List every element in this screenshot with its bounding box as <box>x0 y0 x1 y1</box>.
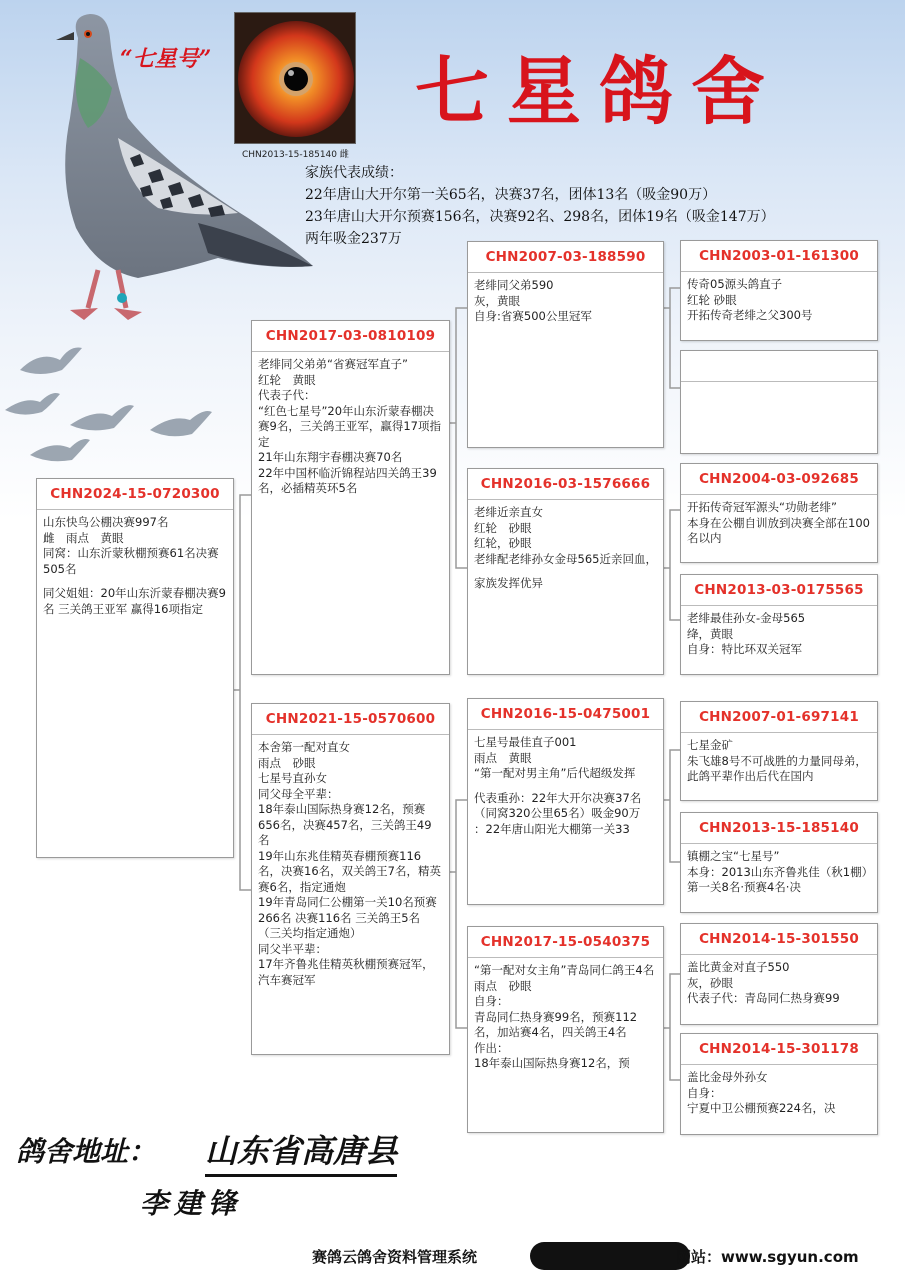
desc-line: 22年中国杯临沂锦程站四关鸽王39名，必插精英环5名 <box>258 465 437 495</box>
desc-line: 老绯近亲直女 <box>474 505 543 519</box>
pedigree-box-g7 <box>680 923 878 1025</box>
ring-number: CHN2014-15-301550 <box>681 924 877 955</box>
desc-line: 山东快鸟公棚决赛997名 <box>43 515 169 529</box>
owner-name: 李建锋 <box>140 1187 243 1220</box>
pedigree-box-sire-sire <box>467 241 664 448</box>
ring-number: CHN2013-03-0175565 <box>681 575 877 606</box>
desc-line: 雨点 砂眼 <box>258 755 316 770</box>
ring-number: CHN2014-15-301178 <box>681 1034 877 1065</box>
desc-line: “第一配对男主角”后代超级发挥 <box>474 766 636 780</box>
desc-line: 朱飞雄8号不可战胜的力量同母弟，此鸽平辈作出后代在国内 <box>687 753 867 783</box>
eye-photo-caption: CHN2013-15-185140 雌 <box>242 150 349 160</box>
desc-line: 同父姐姐：20年山东沂蒙春棚决赛9名 三关鸽王亚军 赢得16项指定 <box>43 586 226 616</box>
pedigree-box-g1 <box>680 240 878 341</box>
ring-number: CHN2004-03-092685 <box>681 464 877 495</box>
ring-number: CHN2017-03-0810109 <box>252 321 449 352</box>
desc-line: 18年泰山国际热身赛12名，预赛656名，决赛457名，三关鸽王49名 <box>258 802 432 847</box>
loft-title: 七星鸽舍 <box>415 49 783 135</box>
desc-line: 老绯最佳孙女-金母565 <box>687 611 806 625</box>
pedigree-box-dam-dam <box>467 926 664 1133</box>
desc-line: 镇棚之宝“七星号” <box>687 849 780 863</box>
system-name: 赛鸽云鸽舍资料管理系统 <box>312 1248 478 1266</box>
ring-number: CHN2016-03-1576666 <box>468 469 663 500</box>
desc-line: 家族发挥优异 <box>474 576 543 590</box>
desc-line: “第一配对女主角”青岛同仁鸽王4名 <box>474 963 655 977</box>
desc-gap <box>474 567 657 576</box>
website-link[interactable]: 网站：www.sgyun.com <box>676 1248 859 1266</box>
pedigree-box-sire-dam <box>467 468 664 675</box>
desc-line: 红轮 砂眼 <box>474 520 532 535</box>
desc-line: 老绯配老绯孙女金母565近亲回血， <box>474 551 657 566</box>
desc-line: 七星金矿 <box>687 738 733 752</box>
desc-line: 自身： <box>687 1085 722 1100</box>
nickname-label: “七星号” <box>120 46 212 72</box>
desc-line: 代表子代： <box>258 388 316 402</box>
desc-gap <box>43 577 227 586</box>
desc-line: 七星号直孙女 <box>258 771 327 785</box>
desc-line: 灰，砂眼 <box>687 975 733 990</box>
desc-line: 开拓传奇冠军源头“功勋老绯” <box>687 500 837 514</box>
desc-gap <box>474 782 657 791</box>
desc-line: 老绯同父弟590 <box>474 278 554 292</box>
desc-line: 红轮，砂眼 <box>474 536 532 550</box>
desc-line: 老绯同父弟弟“省赛冠军直子” <box>258 357 408 371</box>
pedigree-box-g8 <box>680 1033 878 1135</box>
desc-line: 青岛同仁热身赛99名，预赛112名，加站赛4名，四关鸽王4名 <box>474 1009 638 1039</box>
desc-line: 红轮 砂眼 <box>687 292 737 307</box>
desc-line: ：22年唐山阳光大棚第一关33 <box>474 821 630 836</box>
desc-line: 自身:省赛500公里冠军 <box>474 309 592 323</box>
desc-line: 代表重孙：22年大开尔决赛37名（同窝320公里65名）吸金90万 <box>474 790 642 820</box>
pedigree-box-dam-sire <box>467 698 664 905</box>
ring-number: CHN2003-01-161300 <box>681 241 877 272</box>
achievement-line: 家族代表成绩： <box>305 165 403 181</box>
desc-line: 雌 雨点 黄眼 <box>43 530 124 545</box>
pedigree-box-subject <box>36 478 234 858</box>
desc-line: 本身：2013山东齐鲁兆佳（秋1棚）第一关8名·预赛4名·决 <box>687 864 868 894</box>
ring-number: CHN2017-15-0540375 <box>468 927 663 958</box>
achievement-line: 23年唐山大开尔预赛156名，决赛92名、298名，团体19名（吸金147万） <box>305 209 775 225</box>
desc-line: 七星号最佳直子001 <box>474 735 577 749</box>
pedigree-box-dam <box>251 703 450 1055</box>
achievement-line: 22年唐山大开尔第一关65名，决赛37名，团体13名（吸金90万） <box>305 187 717 203</box>
pedigree-box-g3 <box>680 463 878 563</box>
desc-line: 雨点 黄眼 <box>474 750 532 765</box>
desc-line: 绛，黄眼 <box>687 626 733 641</box>
pedigree-box-sire <box>251 320 450 675</box>
desc-line: 灰，黄眼 <box>474 293 520 308</box>
ring-number: CHN2013-15-185140 <box>681 813 877 844</box>
pedigree-box-g2-empty <box>680 350 878 454</box>
desc-line: “红色七星号”20年山东沂蒙春棚决赛9名，三关鸽王亚军，赢得17项指定 <box>258 403 441 449</box>
desc-line: 开拓传奇老绯之父300号 <box>687 308 813 322</box>
ring-number: CHN2007-03-188590 <box>468 242 663 273</box>
desc-line: 21年山东翔宇春棚决赛70名 <box>258 450 403 464</box>
eye-photo <box>234 12 356 144</box>
desc-line: 红轮 黄眼 <box>258 372 316 387</box>
desc-line: 宁夏中卫公棚预赛224名，决 <box>687 1101 836 1115</box>
desc-line: 代表子代：青岛同仁热身赛99 <box>687 991 840 1005</box>
desc-line: 雨点 砂眼 <box>474 978 532 993</box>
ring-number: CHN2021-15-0570600 <box>252 704 449 735</box>
address-label: 鸽舍地址： <box>16 1135 157 1168</box>
desc-line: 同窝：山东沂蒙秋棚预赛61名决赛505名 <box>43 546 219 576</box>
ring-number: CHN2007-01-697141 <box>681 702 877 733</box>
family-achievements <box>305 162 775 250</box>
pedigree-box-g6 <box>680 812 878 913</box>
desc-line: 同父母全平辈： <box>258 786 339 801</box>
desc-line: 盖比黄金对直子550 <box>687 960 790 974</box>
desc-line: 传奇05源头鸽直子 <box>687 277 783 291</box>
redacted-phone-mark <box>530 1242 690 1270</box>
desc-line: 盖比金母外孙女 <box>687 1070 768 1084</box>
pedigree-box-g4 <box>680 574 878 675</box>
achievement-line: 两年吸金237万 <box>305 231 402 247</box>
pedigree-box-g5 <box>680 701 878 801</box>
desc-line: 19年青岛同仁公棚第一关10名预赛266名 决赛116名 三关鸽王5名（三关均指定通炮） <box>258 895 437 940</box>
flying-pigeons-decoration <box>0 330 240 480</box>
desc-line: 作出： <box>474 1040 509 1055</box>
address-value: 山东省高唐县 <box>205 1126 397 1177</box>
desc-line: 本身在公棚自训放到决赛全部在100名以内 <box>687 515 870 545</box>
ring-number: CHN2016-15-0475001 <box>468 699 663 730</box>
desc-line: 同父半平辈： <box>258 941 327 956</box>
desc-line: 自身：特比环双关冠军 <box>687 642 802 656</box>
desc-line: 17年齐鲁兆佳精英秋棚预赛冠军，汽车赛冠军 <box>258 957 434 987</box>
ring-number: CHN2024-15-0720300 <box>37 479 233 510</box>
desc-line: 本舍第一配对直女 <box>258 740 350 754</box>
ring-number <box>681 351 877 382</box>
desc-line: 19年山东兆佳精英春棚预赛116名，决赛16名，双关鸽王7名，精英赛6名，指定通炮 <box>258 848 441 894</box>
desc-line: 18年泰山国际热身赛12名，预 <box>474 1056 630 1070</box>
desc-line: 自身： <box>474 994 509 1008</box>
